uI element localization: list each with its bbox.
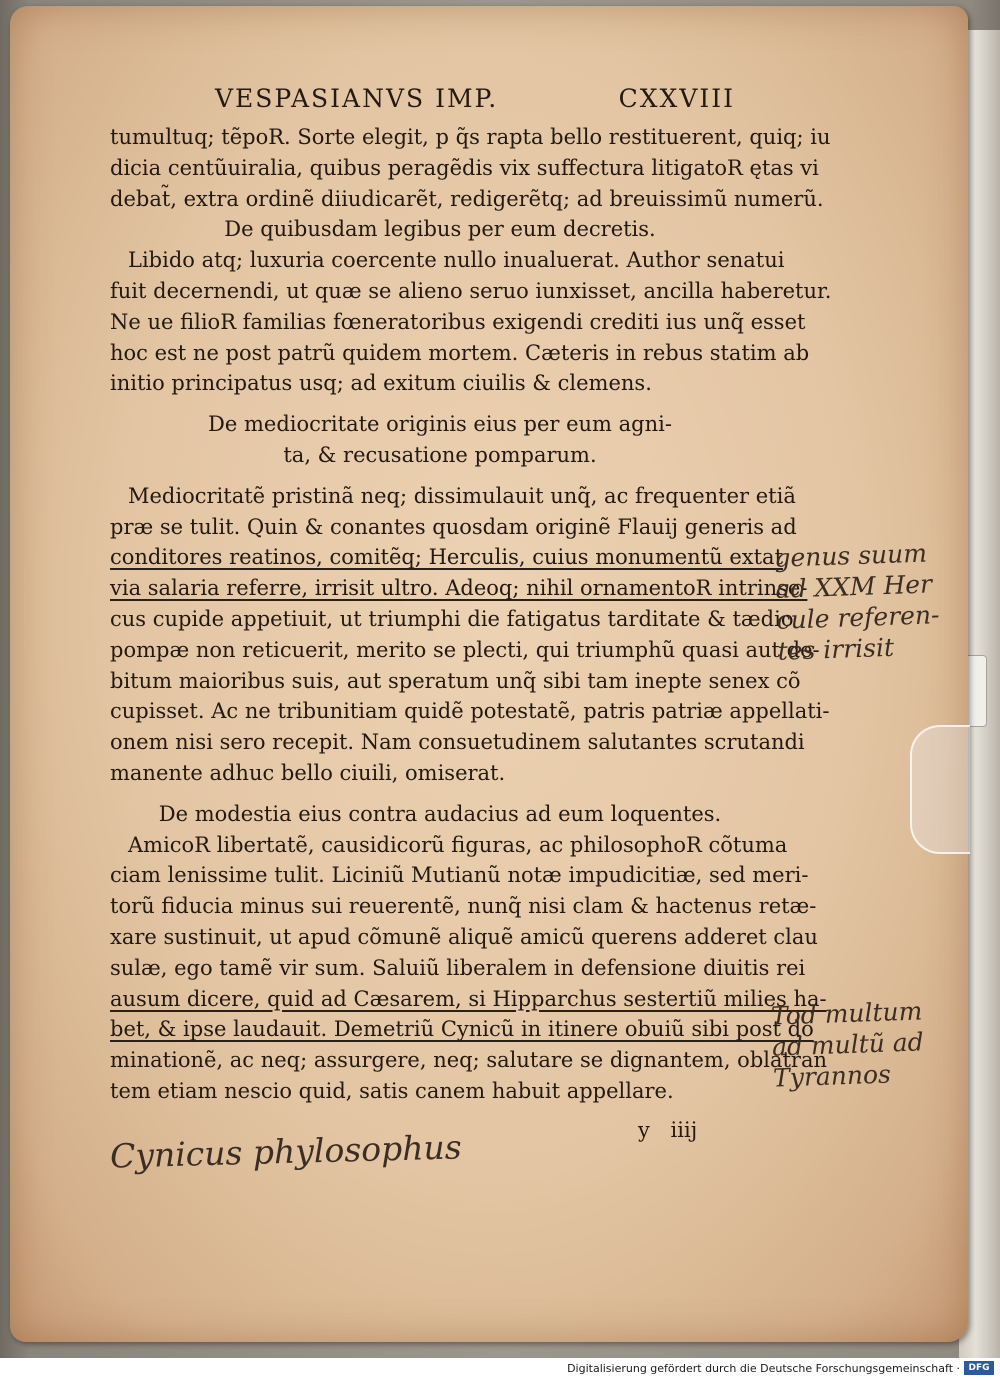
section-heading: ta, & recusatione pomparum. (283, 442, 597, 467)
text-line: torũ fiducia minus sui reuerentẽ, nunq̃ nisi clam & hactenus retæ- (110, 894, 817, 919)
marginal-note-line: Tod multum (770, 996, 923, 1031)
running-head-title: VESPASIANVS IMP. (215, 84, 499, 113)
text-line: manente adhuc bello ciuili, omiserat. (110, 760, 506, 785)
footer-credit: Digitalisierung gefördert durch die Deutsche Forschungsgemeinschaft · (567, 1362, 960, 1375)
text-line: tem etiam nescio quid, satis canem habuit appellare. (110, 1078, 674, 1103)
text-line: ciam lenissime tulit. Liciniũ Mutianũ notæ impudicitiæ, sed meri- (110, 863, 809, 888)
text-line: præ se tulit. Quin & conantes quosdam originẽ Flauij generis ad (110, 514, 797, 539)
dfg-logo-icon: DFG (964, 1361, 994, 1375)
section-heading: De quibusdam legibus per eum decretis. (224, 217, 656, 242)
text-line: Libido atq; luxuria coercente nullo inualuerat. Author senatui (128, 248, 785, 273)
text-line-underlined: ausum dicere, quid ad Cæsarem, si Hipparchus sestertiũ milies ha- (110, 986, 827, 1011)
text-line: Mediocritatẽ pristinã neq; dissimulauit unq̃, ac frequenter etiã (128, 483, 796, 508)
marginal-note-line: tes irrisit (777, 632, 895, 666)
marginal-note-line: cule referen- (776, 600, 940, 635)
text-line: cus cupide appetiuit, ut triumphi die fatigatus tarditate & tædio (110, 606, 794, 631)
text-line: hoc est ne post patrũ quidem mortem. Cæteris in rebus statim ab (110, 340, 810, 365)
marginal-note-2 (770, 995, 925, 1093)
folio-number: CXXVIII (618, 84, 735, 113)
marginal-note-line: Tyrannos (772, 1059, 892, 1093)
text-line: minationẽ, ac neq; assurgere, neq; salutare se dignantem, oblatran (110, 1048, 828, 1073)
text-line: bitum maioribus suis, aut speratum unq̃ sibi tam inepte senex cõ (110, 668, 801, 693)
text-line: debat̃, extra ordinẽ diiudicarẽt, redigerẽtq; ad breuissimũ numerũ. (110, 186, 824, 211)
text-line: initio principatus usq; ad exitum ciuilis & clemens. (110, 371, 652, 396)
plastic-clip (910, 725, 970, 854)
section-heading: De mediocritate originis eius per eum agni- (208, 412, 672, 437)
section-heading: De modestia eius contra audacius ad eum loquentes. (158, 801, 722, 826)
text-line: tumultuq; tẽpoR. Sorte elegit, p q̃s rapta bello restituerent, quiq; iu (110, 125, 831, 149)
text-line: onem nisi sero recepit. Nam consuetudinem salutantes scrutandi (110, 730, 805, 755)
text-line: Ne ue filioR familias fœneratoribus exigendi crediti ius unq̃ esset (110, 309, 806, 334)
text-line-underlined: conditores reatinos, comitẽq; Herculis, cuius monumentũ extat (110, 545, 784, 570)
running-head (215, 84, 735, 118)
text-line-underlined: via salaria referre, irrisit ultro. Adeoq; nihil ornamentoR intrinse- (110, 576, 808, 601)
text-line: sulæ, ego tamẽ vir sum. Saluiũ liberalem in defensione diuitis rei (110, 955, 806, 980)
text-line: xare sustinuit, ut apud cõmunẽ aliquẽ amicũ querens adderet clau (110, 924, 818, 949)
marginal-note-line: ad multũ ad (771, 1027, 925, 1062)
signature-mark: y iiij (638, 1118, 698, 1142)
text-line: AmicoR libertatẽ, causidicorũ figuras, ac philosophoR cõtuma (128, 832, 788, 857)
marginal-note-line: genus suum (773, 538, 928, 573)
text-line-underlined: bet, & ipse laudauit. Demetriũ Cynicũ in itinere obuiũ sibi post do (110, 1017, 814, 1042)
marginal-note-1 (774, 537, 941, 667)
text-line: pompæ non reticuerit, merito se plecti, qui triumphũ quasi aut de- (110, 637, 820, 662)
marginal-note-line: ad XXM Her (775, 569, 933, 604)
text-line: fuit decernendi, ut quæ se alieno seruo iunxisset, ancilla haberetur. (110, 278, 832, 303)
bottom-marginal-note: Cynicus phylosophus (109, 1127, 463, 1176)
text-line: dicia centũuiralia, quibus peragẽdis vix suffectura litigatoR ętas vi (110, 155, 819, 180)
text-line: cupisset. Ac ne tribunitiam quidẽ potestatẽ, patris patriæ appellati- (110, 699, 830, 724)
